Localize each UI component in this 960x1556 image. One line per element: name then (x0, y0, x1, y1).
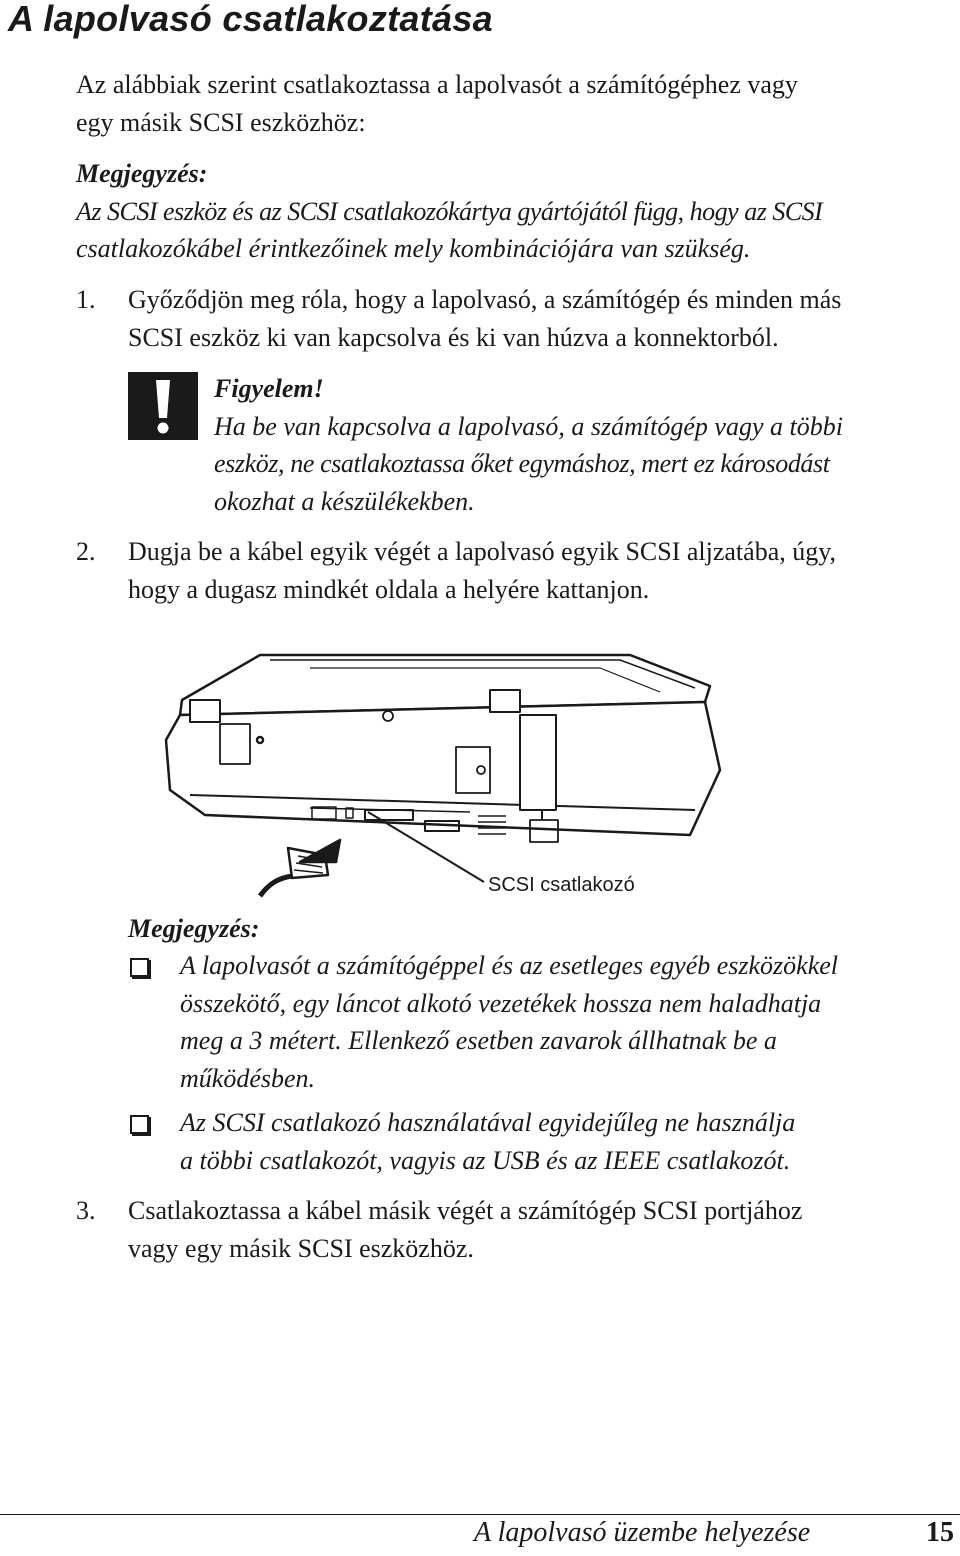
bullet-line: összekötő, egy láncot alkotó vezetékek hossza nem haladhatja (180, 988, 822, 1018)
warning-line: okozhat a készülékekben. (214, 486, 475, 516)
warning-line: eszköz, ne csatlakoztassa őket egymáshoz, mert ez károsodást (214, 449, 830, 478)
figure-caption: SCSI csatlakozó (488, 874, 635, 896)
intro-paragraph (76, 66, 798, 141)
bullet-line: A lapolvasót a számítógéppel és az esetleges egyéb eszközökkel (180, 951, 839, 980)
footer-divider (0, 1514, 960, 1515)
warning-line: Ha be van kapcsolva a lapolvasó, a számítógép vagy a többi (214, 411, 843, 441)
step-line: vagy egy másik SCSI eszközhöz. (128, 1233, 474, 1263)
step-number: 3. (76, 1196, 96, 1225)
scanner-illustration (160, 630, 760, 910)
note-2-heading: Megjegyzés: (128, 914, 260, 943)
step-line: Csatlakoztassa a kábel másik végét a számítógép SCSI portjához (128, 1196, 803, 1225)
warning-text (214, 370, 843, 520)
note-2-bullet-2 (180, 1104, 795, 1179)
warning-heading: Figyelem! (214, 374, 324, 403)
note-line: csatlakozókábel érintkezőinek mely kombinációjára van szükség. (76, 234, 751, 263)
note-heading: Megjegyzés: (76, 159, 208, 188)
warning-icon (128, 372, 198, 440)
step-line: Győződjön meg róla, hogy a lapolvasó, a számítógép és minden más (128, 285, 842, 314)
bullet-line: Az SCSI csatlakozó használatával egyidejűleg ne használja (180, 1108, 796, 1137)
page-title: A lapolvasó csatlakoztatása (8, 0, 493, 39)
bullet-line: meg a 3 métert. Ellenkező esetben zavarok állhatnak be a (180, 1026, 777, 1055)
checkbox-bullet-icon (130, 958, 149, 977)
step-number: 2. (76, 537, 96, 566)
step-1-text (128, 281, 841, 356)
step-3-text (128, 1192, 802, 1267)
intro-line: Az alábbiak szerint csatlakoztassa a lapolvasót a számítógéphez vagy (76, 70, 798, 99)
step-2-text (128, 533, 836, 608)
intro-line: egy másik SCSI eszközhöz: (76, 107, 366, 137)
note-2-bullet-1 (180, 947, 838, 1097)
step-line: SCSI eszköz ki van kapcsolva és ki van húzva a konnektorból. (128, 322, 779, 352)
step-number: 1. (76, 285, 96, 314)
note-1 (76, 155, 822, 268)
note-line: Az SCSI eszköz és az SCSI csatlakozókártya gyártójától függ, hogy az SCSI (76, 196, 823, 226)
step-line: Dugja be a kábel egyik végét a lapolvasó egyik SCSI aljzatába, úgy, (128, 537, 837, 566)
bullet-line: a többi csatlakozót, vagyis az USB és az IEEE csatlakozót. (180, 1145, 791, 1175)
checkbox-bullet-icon (130, 1115, 149, 1134)
footer-section-title: A lapolvasó üzembe helyezése (474, 1517, 811, 1548)
page-number: 15 (926, 1517, 954, 1548)
bullet-line: működésben. (180, 1063, 316, 1093)
step-line: hogy a dugasz mindkét oldala a helyére kattanjon. (128, 574, 650, 604)
